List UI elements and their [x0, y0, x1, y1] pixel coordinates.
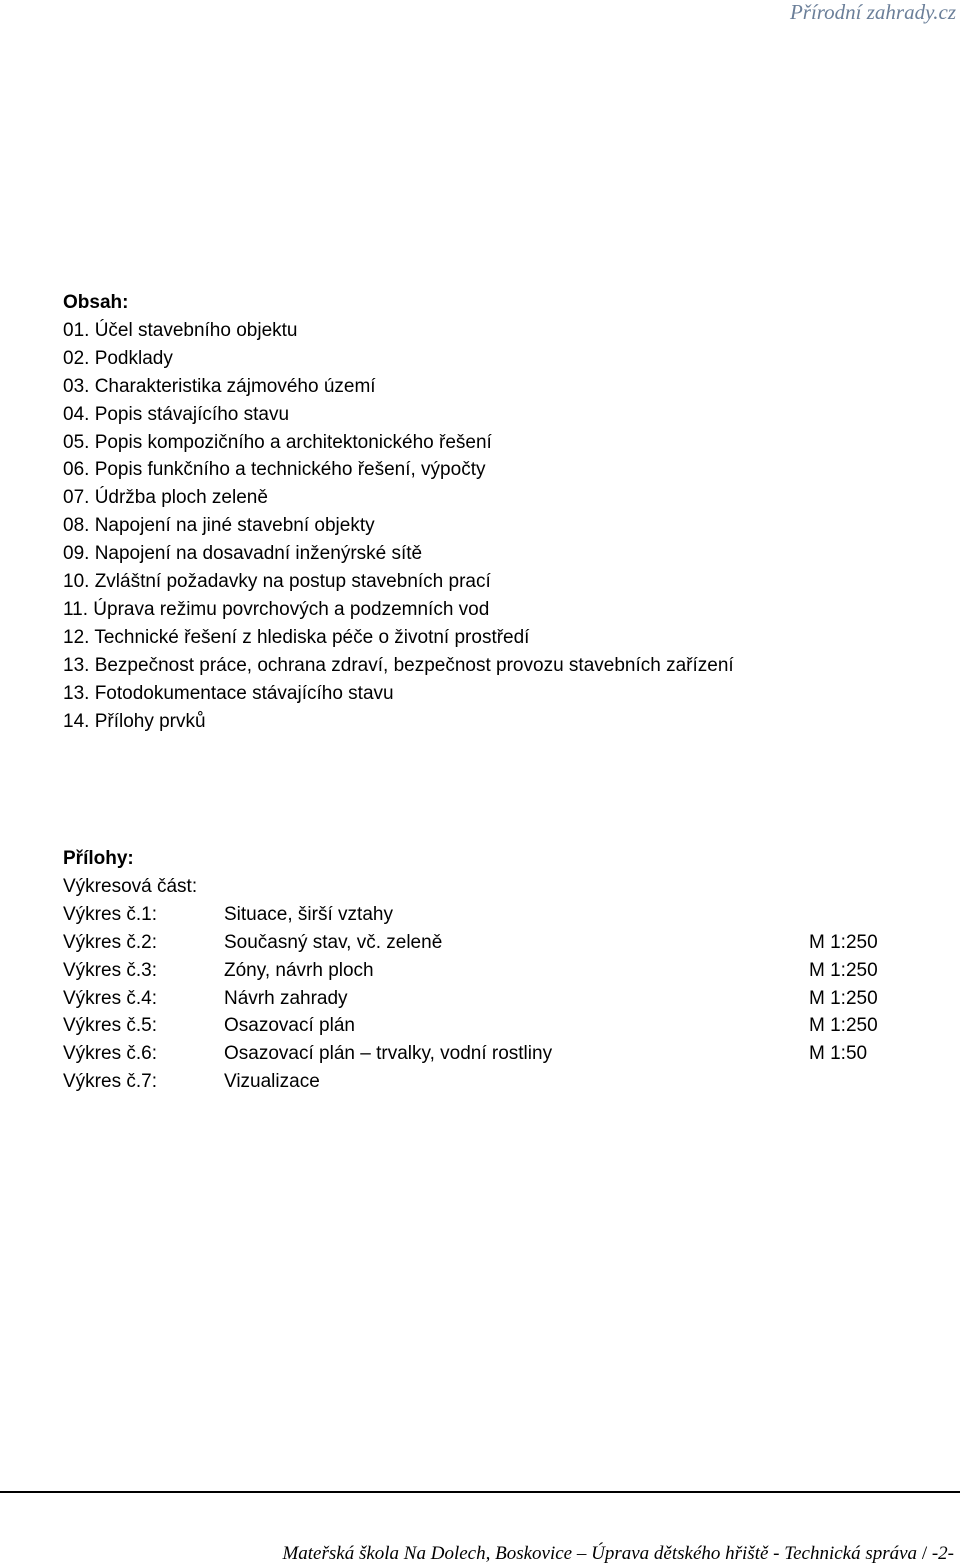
footer-divider	[0, 1491, 960, 1493]
drawing-label: Výkres č.2:	[63, 931, 157, 953]
footer-separator: /	[917, 1543, 932, 1564]
toc-item: 07. Údržba ploch zeleně	[63, 487, 268, 509]
drawing-title: Osazovací plán	[224, 1015, 355, 1037]
drawing-title: Situace, širší vztahy	[224, 903, 393, 925]
drawing-label: Výkres č.3:	[63, 959, 157, 981]
drawing-label: Výkres č.5:	[63, 1015, 157, 1037]
footer-separator: -	[768, 1543, 785, 1564]
drawing-row	[63, 1068, 923, 1096]
toc-item: 09. Napojení na dosavadní inženýrské sítě	[63, 543, 423, 565]
toc-item: 12. Technické řešení z hlediska péče o životní prostředí	[63, 626, 530, 648]
toc-heading: Obsah:	[63, 292, 129, 313]
toc-item: 11. Úprava režimu povrchových a podzemních vod	[63, 598, 490, 620]
drawing-label: Výkres č.1:	[63, 903, 157, 925]
drawing-scale: M 1:250	[809, 987, 878, 1009]
drawing-title: Vizualizace	[224, 1071, 320, 1093]
footer-subject: Úprava dětského hřiště	[591, 1543, 769, 1564]
drawing-scale	[809, 1068, 909, 1096]
page-footer	[282, 1542, 954, 1566]
attachments-section	[63, 845, 923, 1096]
drawing-scale: M 1:250	[809, 1015, 878, 1037]
drawing-title: Současný stav, vč. zeleně	[224, 931, 443, 953]
toc-item: 01. Účel stavebního objektu	[63, 319, 298, 341]
drawing-title: Návrh zahrady	[224, 987, 348, 1009]
drawing-label: Výkres č.4:	[63, 987, 157, 1009]
toc-item: 03. Charakteristika zájmového území	[63, 375, 376, 397]
drawing-label: Výkres č.6:	[63, 1043, 157, 1065]
drawings-subheading: Výkresová část:	[63, 875, 198, 897]
attachments-heading: Přílohy:	[63, 848, 134, 869]
toc-item: 06. Popis funkčního a technického řešení, výpočty	[63, 459, 486, 481]
drawing-row	[63, 1012, 923, 1040]
drawing-scale: M 1:250	[809, 931, 878, 953]
footer-page-number: -2-	[931, 1543, 954, 1564]
drawing-row	[63, 985, 923, 1013]
toc-item: 10. Zvláštní požadavky na postup stavebních prací	[63, 571, 491, 593]
toc-item: 14. Přílohy prvků	[63, 710, 206, 732]
site-header: Přírodní zahrady.cz	[789, 0, 956, 24]
toc-item: 05. Popis kompozičního a architektonického řešení	[63, 431, 492, 453]
drawing-title: Osazovací plán – trvalky, vodní rostliny	[224, 1043, 553, 1065]
drawing-scale: M 1:250	[809, 959, 878, 981]
drawing-row	[63, 901, 923, 929]
footer-project: Mateřská škola Na Dolech, Boskovice	[282, 1543, 573, 1564]
drawing-scale	[809, 901, 909, 929]
table-of-contents	[63, 289, 734, 736]
toc-item: 04. Popis stávajícího stavu	[63, 403, 290, 425]
drawing-row	[63, 1040, 923, 1068]
toc-item: 02. Podklady	[63, 347, 173, 369]
toc-item: 13. Bezpečnost práce, ochrana zdraví, bezpečnost provozu stavebních zařízení	[63, 654, 734, 676]
footer-separator: –	[572, 1543, 592, 1564]
drawing-label: Výkres č.7:	[63, 1071, 157, 1093]
drawing-row	[63, 957, 923, 985]
drawing-title: Zóny, návrh ploch	[224, 959, 374, 981]
drawing-row	[63, 929, 923, 957]
drawing-scale: M 1:50	[809, 1043, 868, 1065]
toc-item: 13. Fotodokumentace stávajícího stavu	[63, 682, 394, 704]
footer-document: Technická správa	[784, 1543, 918, 1564]
toc-item: 08. Napojení na jiné stavební objekty	[63, 515, 375, 537]
